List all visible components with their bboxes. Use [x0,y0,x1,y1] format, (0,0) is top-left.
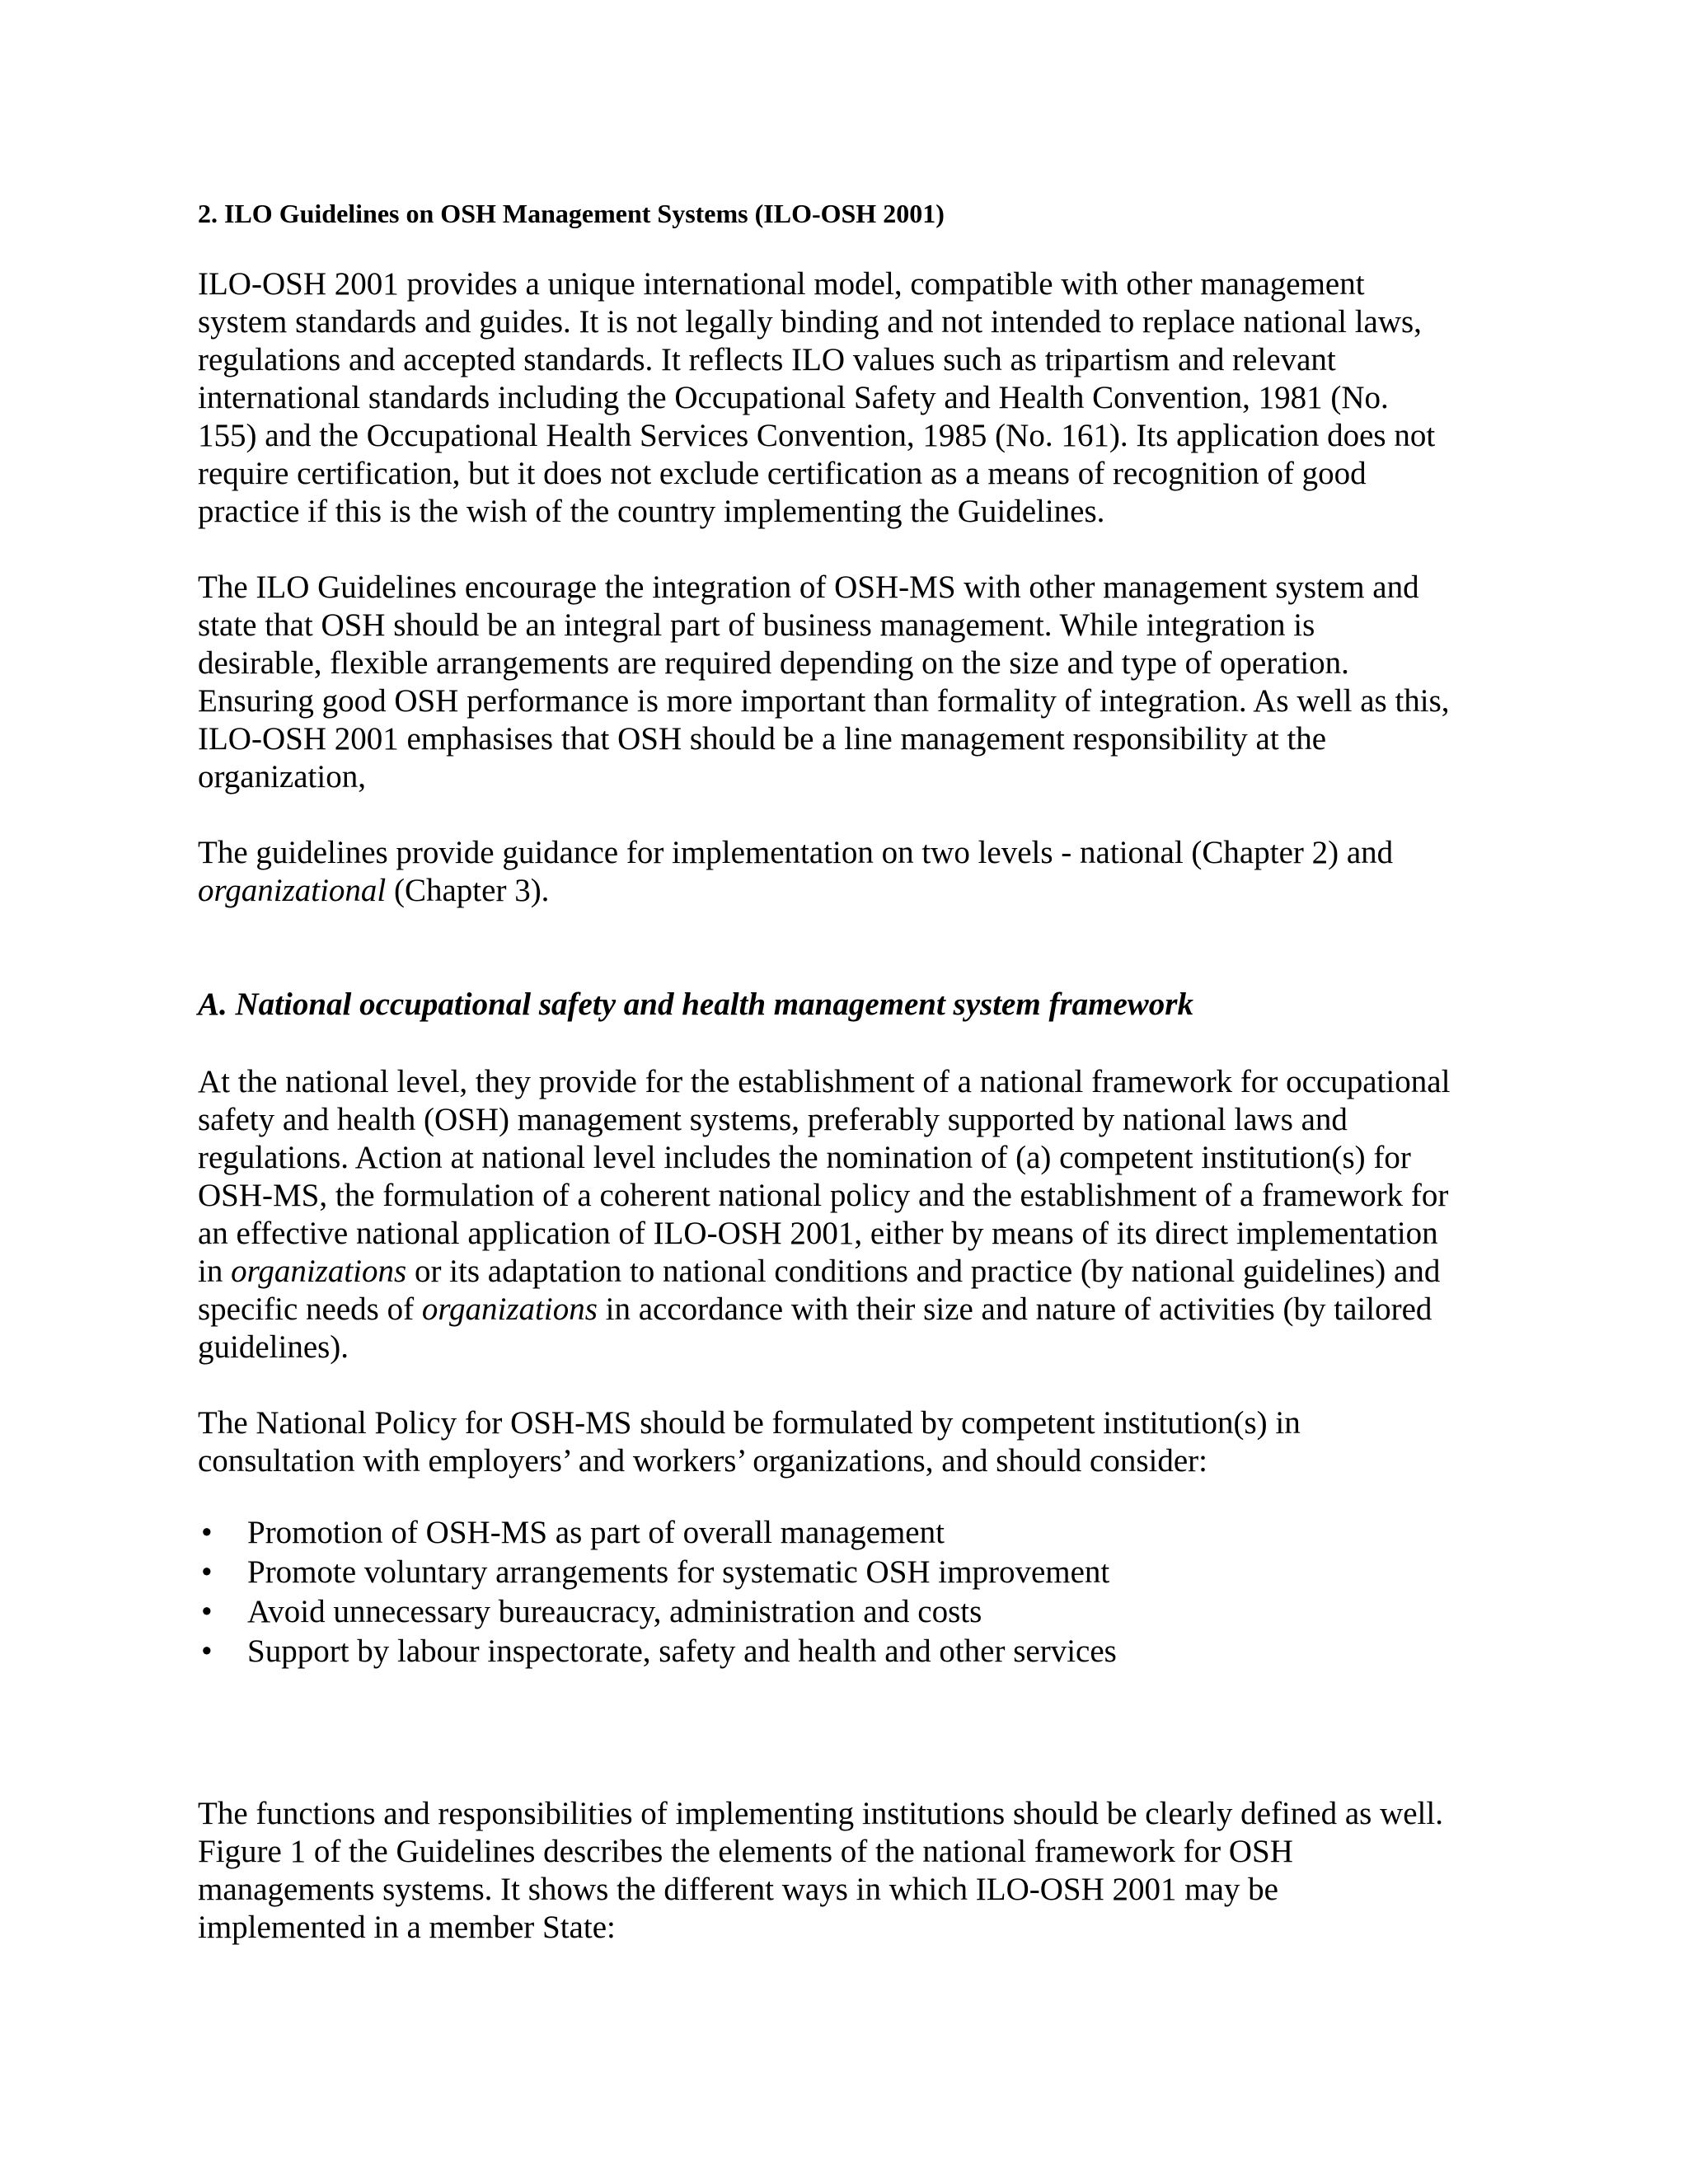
bullet-icon: • [201,1554,213,1590]
text-line: safety and health (OSH) management systems, preferably supported by national laws and [198,1102,1348,1137]
text-fragment: or its adaptation to national conditions and practice (by national guidelines) and [406,1254,1441,1289]
paragraph-national-level [198,1063,1500,1366]
text-line: international standards including the Occupational Safety and Health Convention, 1981 (No. [198,380,1389,415]
text-line: managements systems. It shows the different ways in which ILO-OSH 2001 may be [198,1872,1278,1907]
text-line: guidelines). [198,1329,349,1365]
text-line: organization, [198,759,366,794]
text-fragment: in [198,1254,232,1289]
text-line: ILO-OSH 2001 emphasises that OSH should be a line management responsibility at the [198,721,1327,757]
list-item [198,1553,1500,1592]
paragraph-integration [198,569,1500,796]
text-line: desirable, flexible arrangements are required depending on the size and type of operation. [198,645,1349,681]
text-line: 155) and the Occupational Health Services Convention, 1985 (No. 161). Its application does not [198,418,1436,453]
list-item-text: Support by labour inspectorate, safety and health and other services [247,1633,1117,1669]
paragraph-national-policy [198,1404,1500,1480]
text-line: regulations. Action at national level includes the nomination of (a) competent institution(s) for [198,1140,1411,1175]
text-line: OSH-MS, the formulation of a coherent national policy and the establishment of a framework for [198,1178,1449,1213]
bullet-icon: • [201,1633,213,1669]
list-item-text: Promote voluntary arrangements for systematic OSH improvement [247,1554,1110,1590]
text-line: ILO-OSH 2001 provides a unique international model, compatible with other management [198,266,1365,302]
text-line: implemented in a member State: [198,1910,616,1945]
paragraph-intro [198,265,1500,531]
text-fragment: (Chapter 3). [386,873,550,908]
text-line: At the national level, they provide for the establishment of a national framework for occupational [198,1064,1451,1099]
text-line: system standards and guides. It is not legally binding and not intended to replace national laws, [198,304,1422,340]
italic-term: organizations [421,1291,598,1327]
section-title: 2. ILO Guidelines on OSH Management Systems (ILO-OSH 2001) [198,199,945,228]
text-line: state that OSH should be an integral part of business management. While integration is [198,607,1315,643]
text-line: an effective national application of ILO-OSH 2001, either by means of its direct implementation [198,1216,1438,1251]
text-line: regulations and accepted standards. It reflects ILO values such as tripartism and relevant [198,342,1336,377]
text-line: practice if this is the wish of the country implementing the Guidelines. [198,494,1105,529]
text-line: The guidelines provide guidance for implementation on two levels - national (Chapter 2) and [198,835,1394,870]
vertical-spacer [198,1671,1500,1795]
text-line: consultation with employers’ and workers’ organizations, and should consider: [198,1443,1207,1479]
text-line: Ensuring good OSH performance is more important than formality of integration. As well as this, [198,683,1450,719]
list-item [198,1592,1500,1632]
list-item-text: Promotion of OSH-MS as part of overall management [247,1515,945,1550]
text-line: require certification, but it does not exclude certification as a means of recognition of good [198,456,1367,491]
list-item-text: Avoid unnecessary bureaucracy, administration and costs [247,1594,982,1629]
paragraph-functions [198,1795,1500,1947]
text-line: The National Policy for OSH-MS should be formulated by competent institution(s) in [198,1405,1301,1441]
text-line: The ILO Guidelines encourage the integration of OSH-MS with other management system and [198,569,1419,605]
italic-term: organizations [231,1254,407,1289]
bullet-icon: • [201,1594,213,1629]
subsection-title: A. National occupational safety and health management system framework [198,987,1193,1022]
paragraph-levels [198,834,1500,910]
document-page [198,194,1500,1985]
list-item [198,1513,1500,1553]
text-line: The functions and responsibilities of implementing institutions should be clearly defined as well. [198,1796,1443,1831]
text-line: Figure 1 of the Guidelines describes the elements of the national framework for OSH [198,1834,1293,1869]
policy-bullet-list [198,1513,1500,1671]
text-fragment: specific needs of [198,1291,422,1327]
text-line [198,872,1500,910]
text-line [198,1291,1500,1329]
text-line [198,1253,1500,1291]
text-fragment: in accordance with their size and nature of activities (by tailored [597,1291,1432,1327]
bullet-icon: • [201,1515,213,1550]
italic-term: organizational [198,873,387,908]
list-item [198,1632,1500,1671]
